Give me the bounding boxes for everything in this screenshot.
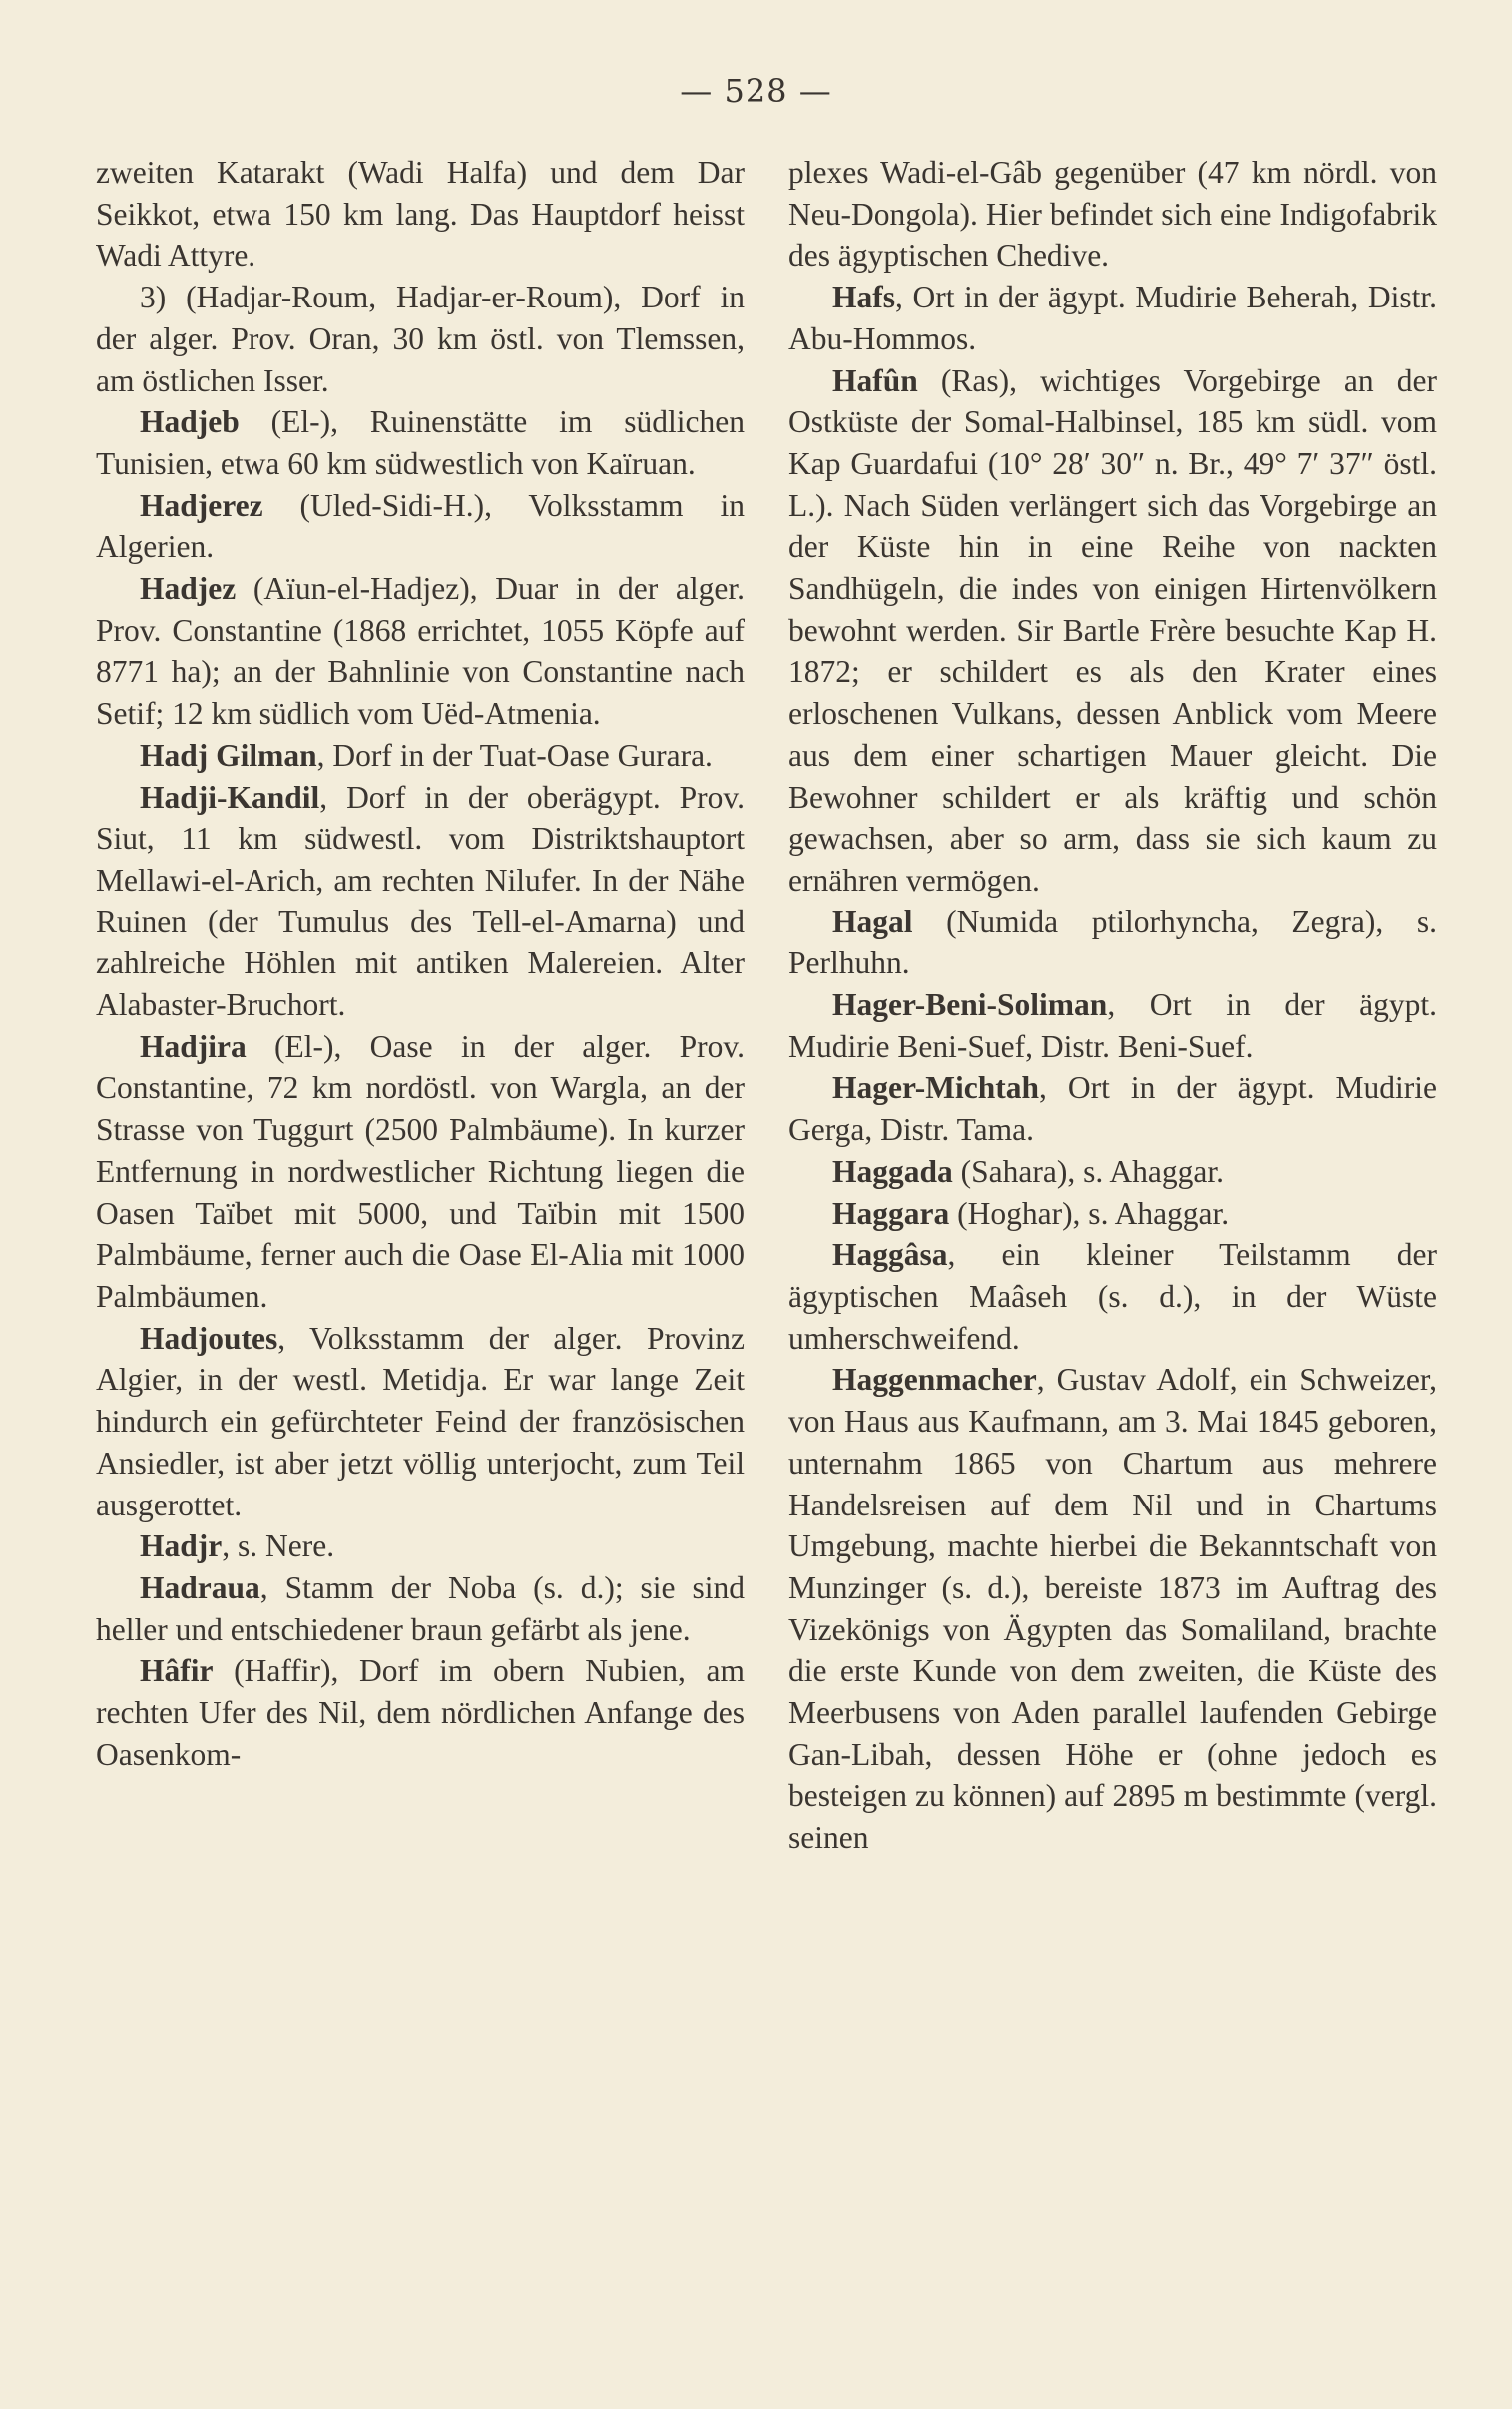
- entry-text: (Hoghar), s. Ahaggar.: [949, 1195, 1230, 1231]
- dictionary-entry: [788, 1234, 1437, 1359]
- dictionary-entry: [96, 1567, 745, 1650]
- entry-headword: Hafûn: [832, 362, 918, 398]
- dictionary-entry: [788, 277, 1437, 359]
- dictionary-entry: [96, 152, 745, 277]
- dictionary-entry: [96, 485, 745, 568]
- entry-headword: Hâfir: [140, 1653, 214, 1689]
- dictionary-entry: [788, 984, 1437, 1067]
- dictionary-entry: [788, 1193, 1437, 1235]
- entry-text: , Ort in der ägypt. Mudirie Beni-Suef, Distr. Beni-Suef.: [788, 987, 1437, 1064]
- dictionary-entry: [788, 1359, 1437, 1858]
- entry-text: , Ort in der ägypt. Mudirie Beherah, Distr. Abu-Hommos.: [788, 280, 1437, 356]
- dictionary-entry: [96, 1318, 745, 1526]
- entry-text: (El-), Ruinenstätte im südlichen Tunisien, etwa 60 km südwestlich von Kaïruan.: [96, 404, 745, 481]
- entry-text: , Volksstamm der alger. Provinz Algier, in der westl. Metidja. Er war lange Zeit hindurch ein gefürchteter Feind der französischen Ansiedler, ist aber jetzt völlig unterjocht, zum Teil ausgerottet.: [96, 1320, 745, 1522]
- right-column: [788, 152, 1437, 1859]
- entry-headword: Hafs: [832, 280, 895, 315]
- entry-text: (Numida ptilorhyncha, Zegra), s. Perlhuhn.: [788, 903, 1437, 981]
- entry-text: plexes Wadi-el-Gâb gegenüber (47 km nördl. von Neu-Dongola). Hier befindet sich eine Indigofabrik des ägyptischen Chedive.: [788, 155, 1437, 274]
- entry-text: , Dorf in der Tuat-Oase Gurara.: [316, 737, 713, 773]
- entry-text: zweiten Katarakt (Wadi Halfa) und dem Dar Seikkot, etwa 150 km lang. Das Hauptdorf heisst Wadi Attyre.: [96, 155, 745, 274]
- dictionary-entry: [96, 1026, 745, 1318]
- entry-headword: Hadj Gilman: [140, 737, 317, 773]
- dictionary-entry: [788, 1067, 1437, 1150]
- entry-text: (Sahara), s. Ahaggar.: [952, 1153, 1224, 1189]
- entry-headword: Haggâsa: [832, 1237, 948, 1273]
- entry-headword: Haggara: [832, 1195, 950, 1231]
- dictionary-entry: [788, 152, 1437, 277]
- dictionary-entry: [96, 777, 745, 1026]
- dictionary-entry: [96, 1650, 745, 1775]
- dictionary-entry: [96, 277, 745, 401]
- entry-headword: Hadjoutes: [140, 1320, 278, 1356]
- entry-text: , Dorf in der oberägypt. Prov. Siut, 11 km südwestl. vom Distriktshauptort Mellawi-el-Arich, am rechten Nilufer. In der Nähe Ruinen (der Tumulus des Tell-el-Amarna) und zahlreiche Höhlen mit antiken Malereien. Alter Alabaster-Bruchort.: [96, 779, 745, 1023]
- entry-headword: Hadraua: [140, 1569, 260, 1605]
- entry-headword: Hadjr: [140, 1528, 223, 1564]
- entry-headword: Haggada: [832, 1153, 953, 1189]
- page-number: — 528 —: [680, 72, 832, 110]
- entry-headword: Hagal: [832, 903, 913, 939]
- entry-headword: Hadjeb: [140, 404, 240, 440]
- dictionary-entry: [96, 1525, 745, 1567]
- dictionary-entry: [788, 902, 1437, 984]
- dictionary-entry: [96, 735, 745, 777]
- left-column: [96, 152, 745, 1775]
- entry-headword: Hadji-Kandil: [140, 779, 320, 815]
- dictionary-entry: [96, 568, 745, 735]
- entry-headword: Haggenmacher: [832, 1362, 1037, 1398]
- entry-text: (Aïun-el-Hadjez), Duar in der alger. Prov. Constantine (1868 errichtet, 1055 Köpfe auf 8771 ha); an der Bahnlinie von Constantine nach Setif; 12 km südlich vom Uëd-Atmenia.: [96, 571, 745, 732]
- dictionary-entry: [96, 401, 745, 484]
- entry-text: , Stamm der Noba (s. d.); sie sind heller und entschiedener braun gefärbt als jene.: [96, 1569, 745, 1647]
- dictionary-entry: [788, 1151, 1437, 1193]
- entry-text: , s. Nere.: [222, 1528, 335, 1564]
- entry-text: (Uled-Sidi-H.), Volksstamm in Algerien.: [96, 487, 745, 565]
- entry-text: (Haffir), Dorf im obern Nubien, am rechten Ufer des Nil, dem nördlichen Anfange des Oasenkom-: [96, 1653, 745, 1772]
- entry-text: , Gustav Adolf, ein Schweizer, von Haus aus Kaufmann, am 3. Mai 1845 geboren, unternahm 1865 von Chartum aus mehrere Handelsreisen auf dem Nil und in Chartums Umgebung, machte hierbei die Bekanntschaft von Munzinger (s. d.), bereiste 1873 im Auftrag des Vizekönigs von Ägypten das Somaliland, brachte die erste Kunde von dem zweiten, die Küste des Meerbusens von Aden parallel laufenden Gebirge Gan-Libah, dessen Höhe er (ohne jedoch es besteigen zu können) auf 2895 m bestimmte (vergl. seinen: [788, 1362, 1437, 1856]
- entry-headword: Hadjerez: [140, 487, 263, 523]
- entry-text: , ein kleiner Teilstamm der ägyptischen Maâseh (s. d.), in der Wüste umherschweifend.: [788, 1237, 1437, 1356]
- entry-text: 3) (Hadjar-Roum, Hadjar-er-Roum), Dorf in der alger. Prov. Oran, 30 km östl. von Tlemssen, am östlichen Isser.: [96, 280, 745, 398]
- entry-headword: Hadjira: [140, 1028, 247, 1064]
- entry-headword: Hadjez: [140, 571, 237, 607]
- entry-headword: Hager-Beni-Soliman: [832, 987, 1108, 1023]
- entry-text: (Ras), wichtiges Vorgebirge an der Ostküste der Somal-Halbinsel, 185 km südl. vom Kap Guardafui (10° 28′ 30″ n. Br., 49° 7′ 37″ östl. L.). Nach Süden verlängert sich das Vorgebirge an der Küste hin in eine Reihe von nackten Sandhügeln, die indes von einigen Hirtenvölkern bewohnt werden. Sir Bartle Frère besuchte Kap H. 1872; er schildert es als den Krater eines erloschenen Vulkans, dessen Anblick vom Meere aus dem einer schartigen Mauer gleicht. Die Bewohner schildert er als kräftig und schön gewachsen, aber so arm, dass sie sich kaum zu ernähren vermögen.: [788, 362, 1437, 898]
- dictionary-entry: [788, 360, 1437, 902]
- entry-headword: Hager-Michtah: [832, 1070, 1040, 1106]
- entry-text: , Ort in der ägypt. Mudirie Gerga, Distr. Tama.: [788, 1070, 1437, 1148]
- entry-text: (El-), Oase in der alger. Prov. Constantine, 72 km nordöstl. von Wargla, an der Strasse von Tuggurt (2500 Palmbäume). In kurzer Entfernung in nordwestlicher Richtung liegen die Oasen Taïbet mit 5000, und Taïbin mit 1500 Palmbäume, ferner auch die Oase El-Alia mit 1000 Palmbäumen.: [96, 1028, 745, 1314]
